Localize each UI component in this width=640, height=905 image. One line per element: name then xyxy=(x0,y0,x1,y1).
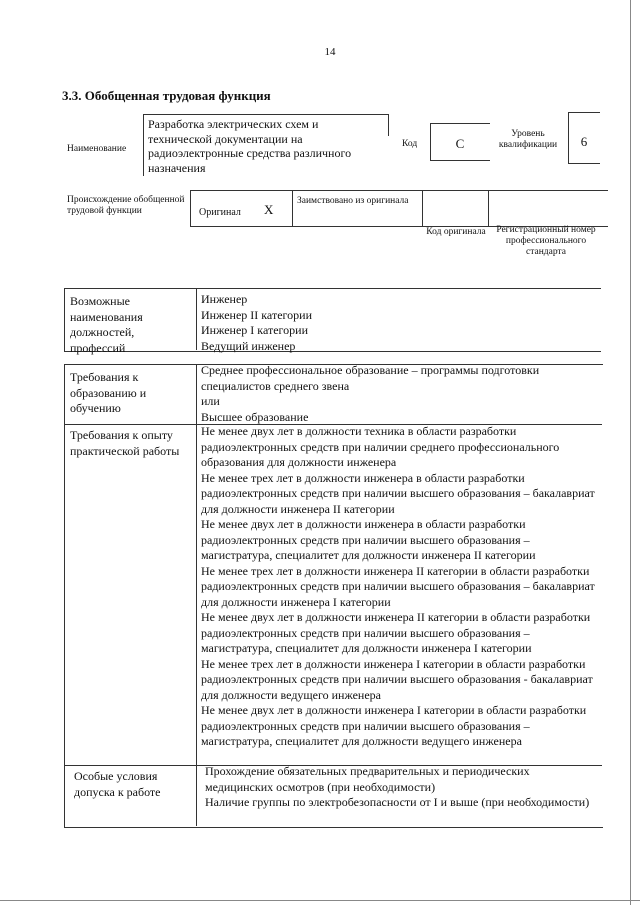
requirement-line: Наличие группы по электробезопасности от I и выше (при необходимости) xyxy=(205,795,590,809)
origin-label: Происхождение обобщенной трудовой функции xyxy=(67,195,185,216)
name-label: Наименование xyxy=(67,144,127,154)
level-value: 6 xyxy=(580,134,588,149)
requirement-line: Не менее трех лет в должности инженера в области разработки радиоэлектронных средств при наличии высшего образования – бакалавриат для должности инженера II категории xyxy=(201,470,595,516)
requirement-line: Не менее трех лет в должности инженера I категории в области разработки радиоэлектронных средств при наличии высшего образования - бакалавриат для должности ведущего инженера xyxy=(201,656,593,702)
position-item: Ведущий инженер xyxy=(201,338,296,353)
position-item: Инженер I категории xyxy=(201,323,308,337)
position-item: Инженер xyxy=(201,292,248,306)
name-value: Разработка электрических схем и технической документации на радиоэлектронные средства различного назначения xyxy=(148,117,352,175)
requirement-line: Не менее двух лет в должности инженера I категории в области разработки радиоэлектронных средств при наличии высшего образования – магистратура, специалитет для должности ведущего инженера xyxy=(201,703,587,748)
code-label: Код xyxy=(402,139,418,149)
experience-requirements-text xyxy=(201,424,596,750)
positions-table-divider xyxy=(196,288,197,350)
origin-borrowed-label: Заимствовано из оригинала xyxy=(297,196,409,206)
name-box-right-border xyxy=(388,114,389,136)
special-conditions-label: Особые условия допуска к работе xyxy=(74,769,161,799)
requirement-line: Не менее трех лет в должности инженера II категории в области разработки радиоэлектронных средств при наличии высшего образования – бакалавриат для должности инженера I категории xyxy=(201,563,595,609)
page-edge-right xyxy=(630,0,631,905)
education-requirements-label: Требования к образованию и обучению xyxy=(70,370,147,415)
origin-row-top-border xyxy=(190,190,608,191)
requirement-line: Высшее образование xyxy=(201,409,309,424)
special-conditions-text xyxy=(205,764,600,811)
origin-divider xyxy=(422,190,423,226)
code-value: C xyxy=(455,136,465,151)
requirement-line: Не менее двух лет в должности инженера II категории в области разработки радиоэлектронных средств при наличии высшего образования – магистратура, специалитет для должности инженера I категории xyxy=(201,610,591,655)
page-edge-bottom xyxy=(0,900,640,901)
registration-number-label: Регистрационный номер профессионального стандарта xyxy=(496,225,596,257)
name-box-left-border xyxy=(143,114,144,176)
positions-label: Возможные наименования должностей, профессий xyxy=(70,294,143,355)
requirement-line: Не менее двух лет в должности инженера в области разработки радиоэлектронных средств при наличии высшего образования – магистратура, специалитет для должности инженера II категории xyxy=(201,517,536,562)
requirement-line: Среднее профессиональное образование – программы подготовки специалистов среднего звена xyxy=(201,363,540,393)
requirement-line: Не менее двух лет в должности техника в области разработки радиоэлектронных средств при наличии среднего профессионального образования для должности инженера xyxy=(201,424,560,469)
origin-divider xyxy=(292,190,293,226)
requirement-line: Прохождение обязательных предварительных и периодических медицинских осмотров (при необходимости) xyxy=(205,764,530,794)
level-label: Уровень квалификации xyxy=(498,129,558,150)
position-item: Инженер II категории xyxy=(201,307,312,322)
origin-original-mark: X xyxy=(264,202,274,217)
requirements-table-divider xyxy=(196,364,197,826)
section-title: 3.3. Обобщенная трудовая функция xyxy=(62,88,271,103)
origin-original-label: Оригинал xyxy=(199,207,241,218)
positions-list xyxy=(201,292,591,354)
page-number: 14 xyxy=(324,46,336,58)
code-original-label: Код оригинала xyxy=(426,227,486,237)
education-requirements-text xyxy=(201,363,596,425)
experience-requirements-label: Требования к опыту практической работы xyxy=(70,428,180,458)
origin-divider xyxy=(190,190,191,226)
origin-divider xyxy=(488,190,489,226)
requirement-line: или xyxy=(201,394,220,408)
